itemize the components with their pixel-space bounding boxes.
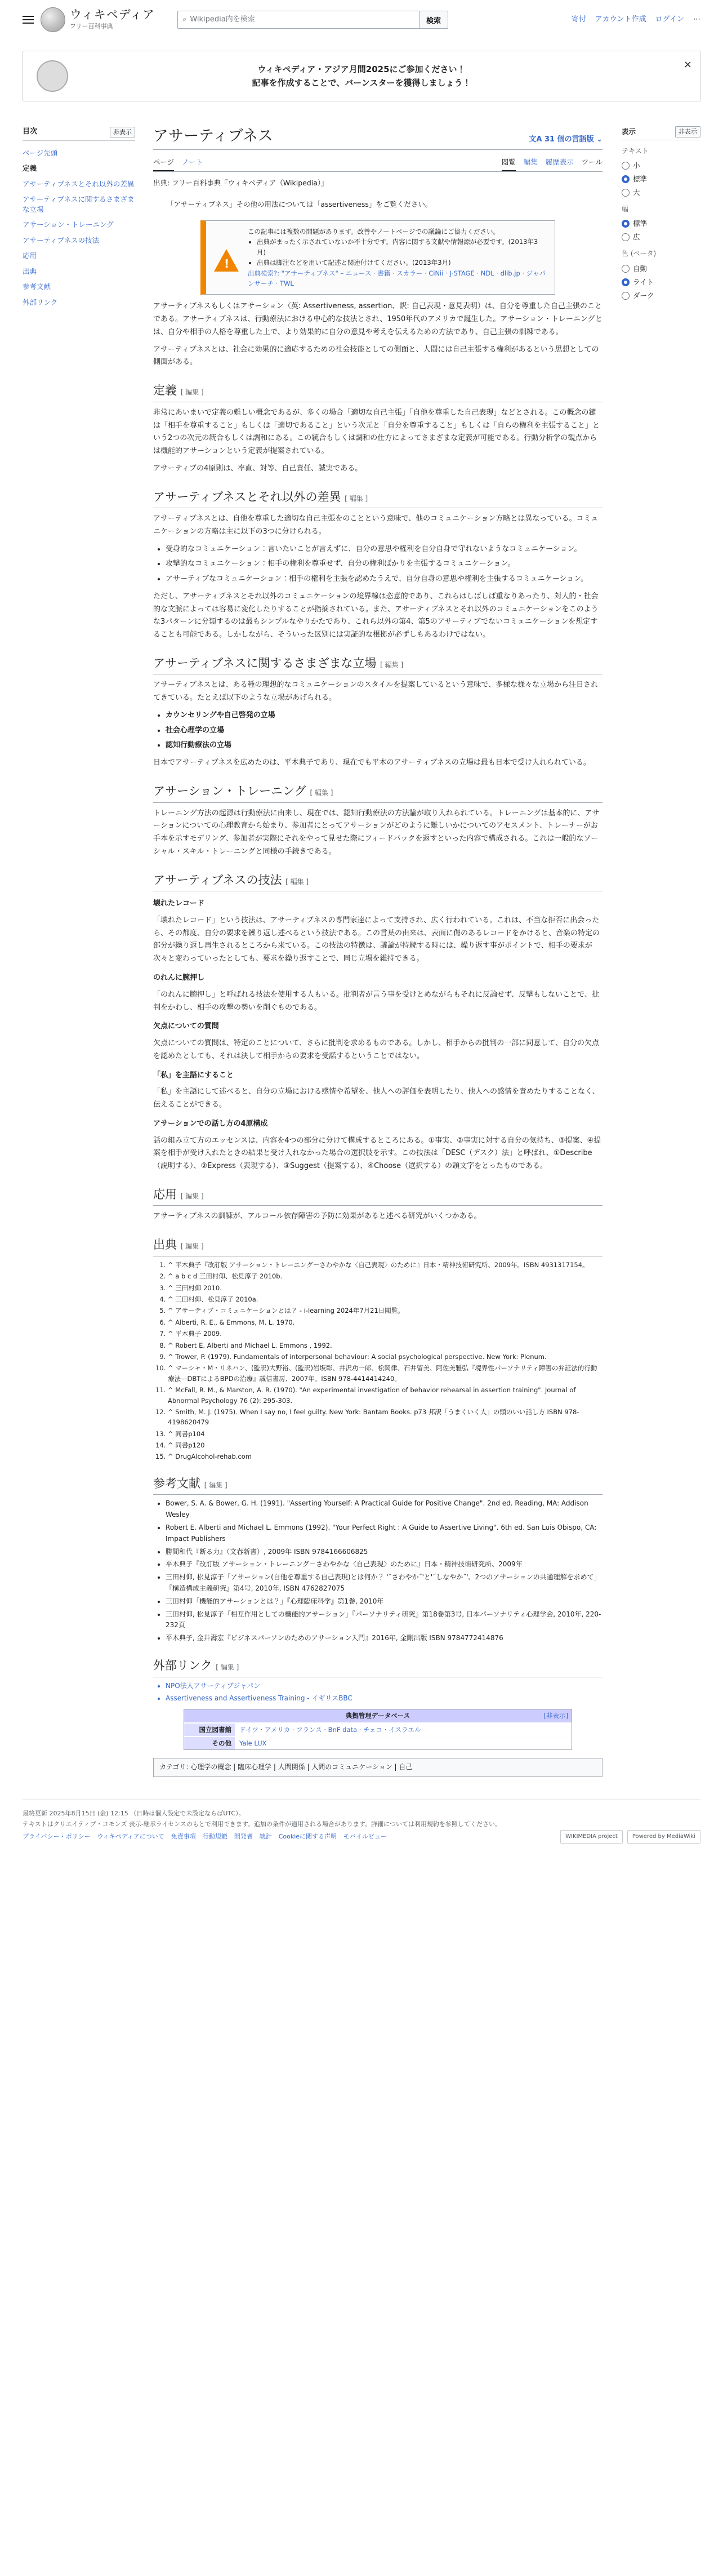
hatnote: 「アサーティブネス」その他の用法については「assertiveness」をご覧ください。 — [167, 200, 432, 209]
bibliography-item: • 平木典子, 金井壽宏『ビジネスパーソンのためのアサーション入門』2016年, 金剛出版 ISBN 9784772414876 — [166, 1633, 602, 1644]
text-size-option[interactable]: 大 — [622, 187, 700, 198]
subsection-heading: 欠点についての質問 — [153, 1022, 219, 1031]
page-footer — [23, 1800, 700, 1844]
section-heading: 定義 [ 編集 ] — [153, 381, 602, 402]
section-heading: 応用 [ 編集 ] — [153, 1185, 602, 1206]
paragraph: アサーティブネスとは、自他を尊重した適切な自己主張をのことという意味で、他のコミュニケーション方略とは異なっている。コミュニケーションの方略は主に以下の3つに分けられる。 — [153, 514, 599, 536]
paragraph: 「のれんに腕押し」と呼ばれる技法を使用する人もいる。批判者が言う事を受けとめながらもそれに反論せず、反撃もしないことで、批判をかわし、相手の攻撃の勢いを削ぐものである。 — [153, 990, 599, 1012]
source-search-links[interactable]: 出典検索?: "アサーティブネス" – ニュース · 書籍 · スカラー · CiNii · J-STAGE · NDL · dlib.jp · ジャパンサーチ · TWL — [248, 269, 546, 288]
external-link[interactable]: • Assertiveness and Assertiveness Training - イギリスBBC — [166, 1693, 602, 1704]
footer-link[interactable]: 開発者 — [234, 1833, 253, 1841]
toc-hide-button[interactable]: 非表示 — [110, 127, 135, 138]
paragraph: 日本でアサーティブネスを広めたのは、平木典子であり、現在でも平木のアサーティブネスの立場は最も日本で受け入れられている。 — [153, 758, 591, 767]
license-text: テキストはクリエイティブ・コモンズ 表示-継承ライセンスのもとで利用できます。追加の条件が適用される場合があります。詳細については利用規約を参照してください。 — [23, 1820, 501, 1828]
edit-section-link[interactable]: [ 編集 ] — [310, 788, 333, 797]
paragraph: 欠点についての質問は、特定のことについて、さらに批判を求めるものである。しかし、相手からの批判の一部に同意して、自分の欠点を認めたとしても、それは決して相手からの要求を受諾するということではない。 — [153, 1039, 599, 1060]
reference-item: 10. ^ マーシャ・M・リネハン、(監訳)大野裕、(監訳)岩坂彰、井沢功一郎、松岡律、石井留美、阿佐美雅弘『境界性パーソナリティ障害の弁証法的行動療法―DBTによるBPDの治療』誠信書房、2007年。ISBN 978-4414414240。 — [168, 1363, 602, 1384]
issues-notice — [200, 220, 555, 295]
issue-item: • 出典は脚注などを用いて記述と関連付けてください。(2013年3月) — [257, 257, 547, 268]
banner-line-2: 記事を作成することで、バーンスターを獲得しましょう！ — [252, 78, 471, 88]
toc-item[interactable]: 参考文献 — [23, 282, 51, 291]
section-heading: アサーティブネスに関するさまざまな立場 [ 編集 ] — [153, 654, 602, 675]
footer-link[interactable]: ウィキペディアについて — [97, 1833, 164, 1841]
search-form — [177, 11, 448, 29]
mediawiki-badge[interactable]: Powered by MediaWiki — [627, 1830, 700, 1844]
language-button[interactable]: 文A 31 個の言語版 ⌄ — [529, 135, 602, 144]
edit-section-link[interactable]: [ 編集 ] — [285, 877, 309, 886]
navbox-toggle[interactable]: [非表示] — [543, 1712, 568, 1720]
width-label: 幅 — [622, 205, 629, 214]
list-item: • 攻撃的なコミュニケーション：相手の権利を尊重せず、自分の権利ばかりを主張するコミュニケーション。 — [166, 558, 602, 571]
reference-list — [168, 1260, 602, 1462]
subsection-heading: 壊れたレコード — [153, 899, 205, 908]
navbox-row-value[interactable]: ドイツ · アメリカ · フランス · BnF data · チェコ · イスラエル — [235, 1724, 426, 1736]
toc-item[interactable]: ページ先頭 — [23, 148, 58, 157]
donate-link[interactable]: 寄付 — [571, 15, 586, 24]
section-heading: アサーティブネスの技法 [ 編集 ] — [153, 871, 602, 892]
bibliography-item: • 三田村仰, 松見淳子「アサーション(自他を尊重する自己表現)とは何か？ '˝さわやか˝'と'˝しなやか˝'、2つのアサーションの共通理解を求めて」『構造構成主義研究』第4号, 2010年, ISBN 4762827075 — [166, 1572, 602, 1595]
color-option[interactable]: 自動 — [622, 263, 700, 274]
intro-paragraph: アサーティブネスもしくはアサーション（英: Assertiveness, assertion、訳: 自己表現・意見表明）は、自分を尊重した自己主張のことである。アサーティブネスは、行動療法における中心的な技法とされ、1950年代のアメリカで誕生した。アサーション・トレーニングとは、自分や相手の人格を尊重した上で、より効果的に自分の意見や考えを伝えるための方法であり、自己主張の訓練である。 — [153, 302, 602, 336]
external-link[interactable]: • NPO法人アサーティブジャパン — [166, 1681, 602, 1692]
search-button[interactable]: 検索 — [419, 11, 448, 29]
site-logo[interactable] — [41, 7, 155, 32]
page-title: アサーティブネス — [153, 127, 273, 145]
footer-link[interactable]: 統計 — [259, 1833, 272, 1841]
logo-subtitle: フリー百科事典 — [70, 22, 113, 30]
search-placeholder: Wikipedia内を検索 — [190, 15, 255, 24]
toc-item[interactable]: 出典 — [23, 267, 37, 276]
main-menu-icon[interactable] — [23, 16, 34, 24]
toc-item[interactable]: 外部リンク — [23, 297, 58, 307]
appearance-panel — [616, 126, 700, 1777]
appearance-title: 表示 — [622, 127, 636, 136]
list-item: • 社会心理学の立場 — [166, 725, 602, 738]
section-heading: アサーティブネスとそれ以外の差異 [ 編集 ] — [153, 488, 602, 509]
warning-icon — [214, 249, 239, 272]
reference-item: 13. ^ 同書p104 — [168, 1429, 602, 1439]
navbox-row-key: 国立図書館 — [184, 1724, 235, 1736]
subsection-heading: アサーションでの話し方の4原構成 — [153, 1119, 268, 1128]
color-option[interactable]: ライト — [622, 277, 700, 288]
list-item: • 認知行動療法の立場 — [166, 739, 602, 752]
search-input[interactable] — [177, 11, 419, 29]
toc-item[interactable]: 定義 — [23, 164, 37, 173]
reference-item: 7. ^ 平木典子 2009. — [168, 1329, 602, 1339]
wikimedia-badge[interactable]: WIKIMEDIA project — [560, 1830, 623, 1844]
issues-intro: この記事には複数の問題があります。改善やノートページでの議論にご協力ください。 — [248, 228, 500, 236]
more-icon[interactable]: ⋯ — [693, 15, 700, 24]
paragraph: 非常にあいまいで定義の難しい概念であるが、多くの場合「適切な自己主張」「自他を尊重した自己表現」などとされる。この概念の鍵は「相手を尊重すること」もしくは「適切であること」という次元と「自分を尊重すること」もしくは「自らの権利を主張すること」という2つの次元の統合もしくは調和にある。この統合もしくは調和の仕方によってさまざまな定義が可能である。行動分析学の観点からは機能的アサーションという定義が提案されている。 — [153, 408, 600, 456]
tab-page[interactable]: ページ — [153, 154, 174, 171]
toc-item[interactable]: アサーティブネスの技法 — [23, 236, 100, 245]
reference-item: 6. ^ Alberti, R. E., & Emmons, M. L. 1970. — [168, 1317, 602, 1327]
last-modified: 最終更新 2025年8月15日 (金) 12:15 （日時は個人設定で未設定ならばUTC）。 — [23, 1809, 245, 1817]
reference-item: 14. ^ 同書p120 — [168, 1440, 602, 1450]
text-size-option[interactable]: 小 — [622, 160, 700, 171]
reference-item: 9. ^ Trower, P. (1979). Fundamentals of interpersonal behaviour: A social psychological perspective. New York: Plenum. — [168, 1352, 602, 1362]
list-item: • アサーティブなコミュニケーション：相手の権利を主張を認めたうえで、自分自身の意思や権利を主張するコミュニケーション。 — [166, 573, 602, 586]
logo-title: ウィキペディア — [70, 7, 155, 21]
site-header — [0, 0, 723, 39]
width-option[interactable]: 広 — [622, 232, 700, 243]
navbox-row-key: その他 — [184, 1737, 235, 1749]
site-notice-banner — [23, 51, 700, 101]
wikipedia-globe-icon — [41, 7, 65, 32]
color-option[interactable]: ダーク — [622, 290, 700, 301]
toc-item[interactable]: 応用 — [23, 251, 37, 260]
section-heading: 参考文献 [ 編集 ] — [153, 1474, 602, 1495]
table-of-contents — [23, 126, 135, 1777]
edit-section-link[interactable]: [ 編集 ] — [204, 1481, 227, 1489]
paragraph: アサーティブネスの訓練が、アルコール依存障害の予防に効果があると述べる研究がいくつかある。 — [153, 1212, 481, 1221]
authority-control-navbox — [184, 1709, 572, 1750]
footer-link[interactable]: モバイルビュー — [343, 1833, 387, 1841]
subsection-heading: 「私」を主語にすること — [153, 1071, 234, 1080]
close-icon[interactable]: × — [683, 59, 692, 70]
banner-line-1: ウィキペディア・アジア月間2025にご参加ください！ — [257, 64, 466, 74]
paragraph: 「壊れたレコード」という技法は、アサーティブネスの専門家達によって支持され、広く行われている。これは、不当な拒否に出会ったら、その都度、自分の要求を繰り返し述べるという技法である。この言葉の由来は、表面に傷のあるレコードをかけると、音楽の特定の部分が繰り返し再生されるところから来ている。この技法の特徴は、議論が持続する時には、繰り返す事がポイントで、相手の要求が次々と変わっていったとしても、要求を繰り返すことで、同じ立場を維持できる。 — [153, 916, 600, 963]
paragraph: アサーティブネスとは、ある種の理想的なコミュニケーションのスタイルを提案しているという意味で、多様な様々な立場から注目されてきている。たとえば以下のような立場があげられる。 — [153, 681, 599, 703]
reference-item: 5. ^ アサーティブ・コミュニケーションとは？ - i-learning 2024年7月21日閲覧。 — [168, 1305, 602, 1316]
footer-link[interactable]: 行動規範 — [202, 1833, 227, 1841]
search-icon: ⌕ — [182, 15, 187, 24]
intro-paragraph: アサーティブネスとは、社会に効果的に適応するための社会技能としての側面と、人間には自己主張する権利があるという思想としての側面がある。 — [153, 345, 599, 367]
article-content — [135, 126, 616, 1777]
user-links — [572, 14, 700, 26]
bibliography-item: • 三田村仰「機能的アサーションとは？」『心理臨床科学』第1巻, 2010年 — [166, 1596, 602, 1607]
login-link[interactable]: ログイン — [655, 15, 684, 24]
bibliography-list — [166, 1498, 602, 1644]
list-item: • カウンセリングや自己啓発の立場 — [166, 709, 602, 722]
edit-section-link[interactable]: [ 編集 ] — [180, 388, 204, 397]
text-size-option[interactable]: 標準 — [622, 174, 700, 185]
page-source: 出典: フリー百科事典『ウィキペディア（Wikipedia）』 — [153, 179, 328, 188]
tab-tools[interactable]: ツール — [581, 158, 602, 167]
reference-item: 2. ^ a b c d 三田村仰、松見淳子 2010b. — [168, 1271, 602, 1281]
paragraph: 話の組み立て方のエッセンスは、内容を4つの部分に分けて構成するところにある。①事実、②事実に対する自分の気持ち、③提案、④提案を相手が受け入れたときの結果と受け入れなかった場合の選択肢を示す。この技法は「DESC（デスク）法」と呼ばれ、①Describe（説明する）、②Express（表現する）、③Suggest（提案する）、④Choose（選択する）の頭文字をとったものである。 — [153, 1136, 601, 1171]
page-tabs — [153, 154, 602, 172]
toc-item[interactable]: アサーティブネスに関するさまざまな立場 — [23, 195, 135, 214]
tab-talk[interactable]: ノート — [182, 158, 203, 167]
paragraph: 「私」を主語にして述べると、自分の立場における感情や希望を、他人への評価を表明したり、他人への感情を責めたりすることなく、伝えることができる。 — [153, 1087, 600, 1109]
footer-link[interactable]: 免責事項 — [171, 1833, 196, 1841]
reference-item: 12. ^ Smith, M. J. (1975). When I say no, I feel guilty. New York: Bantam Books. p73 邦訳「うまくいく人」の頭のいい話し方 ISBN 978-4198620479 — [168, 1407, 602, 1428]
reference-item: 3. ^ 三田村仰 2010. — [168, 1283, 602, 1293]
reference-item: 4. ^ 三田村仰、松見淳子 2010a. — [168, 1294, 602, 1304]
list-item: • 受身的なコミュニケーション：言いたいことが言えずに、自分の意思や権利を自分自身で守れないようなコミュニケーション。 — [166, 543, 602, 556]
toc-title: 目次 — [23, 127, 38, 136]
tab-read[interactable]: 閲覧 — [502, 154, 516, 171]
edit-section-link[interactable]: [ 編集 ] — [380, 660, 404, 669]
reference-item: 1. ^ 平木典子『改訂版 アサーション・トレーニング－さわやかな〈自己表現〉のために』日本・精神技術研究所、2009年。ISBN 4931317154。 — [168, 1260, 602, 1270]
navbox-row-value[interactable]: Yale LUX — [235, 1737, 271, 1749]
subsection-heading: のれんに腕押し — [153, 973, 205, 982]
external-links-list — [166, 1681, 602, 1705]
create-account-link[interactable]: アカウント作成 — [595, 15, 646, 24]
bibliography-item: • Robert E. Alberti and Michael L. Emmons (1992). "Your Perfect Right : A Guide to Assertive Living". 6th ed. San Luis Obispo, CA: Impact Publishers — [166, 1522, 602, 1545]
banner-logo-icon — [37, 60, 68, 92]
reference-item: 11. ^ McFall, R. M., & Marston, A. R. (1970). "An experimental investigation of behavior rehearsal in assertion training". Journal of Abnormal Psychology 76 (2): 295-303. — [168, 1385, 602, 1406]
edit-section-link[interactable]: [ 編集 ] — [345, 494, 368, 503]
bibliography-item: • Bower, S. A. & Bower, G. H. (1991). "Asserting Yourself: A Practical Guide for Positive Change". 2nd ed. Reading, MA: Addison Wesley — [166, 1498, 602, 1521]
edit-section-link[interactable]: [ 編集 ] — [216, 1663, 239, 1672]
width-option[interactable]: 標準 — [622, 218, 700, 229]
section-heading: 外部リンク [ 編集 ] — [153, 1656, 602, 1677]
section-heading: アサーション・トレーニング [ 編集 ] — [153, 782, 602, 803]
section-heading: 出典 [ 編集 ] — [153, 1236, 602, 1256]
footer-link[interactable]: プライバシー・ポリシー — [23, 1833, 91, 1841]
toc-item[interactable]: アサーティブネスとそれ以外の差異 — [23, 179, 135, 188]
paragraph: トレーニング方法の起源は行動療法に由来し、現在では、認知行動療法の方法論が取り入れられている。トレーニングは基本的に、アサーションについての心理教育から始まり、参加者にとってアサーションがどのように難しいかについてのアセスメント、トレーナーがお手本を示すモデリング、参加者が実際にそれをやって見せた際にフィードバックを返すといった内容で構成される。これは一般的なソーシャル・スキル・トレーニングと同様の手続きである。 — [153, 809, 600, 856]
paragraph: ただし、アサーティブネスとそれ以外のコミュニケーションの境界線は恣意的であり、これらはしばしば重なりあったり、対人的・社会的な文脈によっては容易に変化したりすることが指摘されている。また、アサーティブネスとそれ以外のコミュニケーションをこのような3パターンに分類するのは最もシンプルなやりかたであり、これら以外の第4、第5のアサーティブでないコミュニケーションを想定することも可能である。しかしながら、そういった区別には実証的な根拠が必ずしもあるわけではない。 — [153, 592, 599, 639]
footer-link[interactable]: Cookieに関する声明 — [278, 1833, 337, 1841]
edit-section-link[interactable]: [ 編集 ] — [180, 1192, 204, 1200]
text-size-label: テキスト — [622, 147, 649, 155]
paragraph: アサーティブの4原則は、率直、対等、自己責任、誠実である。 — [153, 464, 363, 473]
tab-edit[interactable]: 編集 — [523, 158, 538, 167]
tab-history[interactable]: 履歴表示 — [545, 158, 574, 167]
category-links[interactable]: カテゴリ: 心理学の概念 | 臨床心理学 | 人間関係 | 人間のコミュニケーション | 自己 — [153, 1758, 602, 1776]
issue-item: • 出典がまったく示されていないか不十分です。内容に関する文献や情報源が必要です。(2013年3月) — [257, 237, 547, 257]
bibliography-item: • 平木典子『改訂版 アサーション・トレーニング－さわやかな〈自己表現〉のために』日本・精神技術研究所、2009年 — [166, 1559, 602, 1570]
navbox-title: 典拠管理データベース — [345, 1712, 410, 1720]
appearance-hide-button[interactable]: 非表示 — [675, 126, 700, 137]
reference-item: 15. ^ DrugAlcohol-rehab.com — [168, 1451, 602, 1462]
toc-item[interactable]: アサーション・トレーニング — [23, 220, 114, 229]
edit-section-link[interactable]: [ 編集 ] — [180, 1242, 204, 1251]
bibliography-item: • 三田村仰, 松見淳子「相互作用としての機能的アサーション」『パーソナリティ研究』第18巻第3号, 日本パーソナリティ心理学会, 2010年, 220-232頁 — [166, 1609, 602, 1632]
reference-item: 8. ^ Robert E. Alberti and Michael L. Emmons , 1992. — [168, 1340, 602, 1351]
bibliography-item: • 勝間和代『断る力』（文春新書）, 2009年 ISBN 9784166606825 — [166, 1547, 602, 1558]
color-label: 色 (ベータ) — [622, 250, 657, 258]
